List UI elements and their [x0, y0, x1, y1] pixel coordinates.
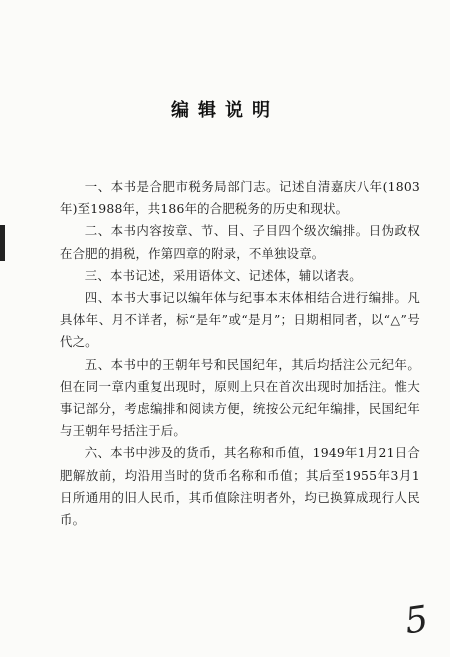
paragraph-1: 一、本书是合肥市税务局部门志。记述自清嘉庆八年(1803年)至1988年，共186年的合肥税务的历史和现状。 — [60, 179, 420, 217]
page-title: 编辑说明 — [171, 100, 279, 121]
body-text — [60, 176, 420, 531]
paragraph-4: 四、本书大事记以编年体与纪事本末体相结合进行编排。凡具体年、月不详者，标“是年”或“是月”；日期相同者，以“△”号代之。 — [60, 290, 420, 350]
paragraph-3: 三、本书记述，采用语体文、记述体，辅以诸表。 — [84, 267, 362, 283]
paragraph-2: 二、本书内容按章、节、目、子目四个级次编排。日伪政权在合肥的捐税，作第四章的附录，不单独设章。 — [60, 223, 420, 261]
page-number: 5 — [402, 598, 431, 643]
binding-edge-mark — [0, 225, 5, 261]
paragraph-6: 六、本书中涉及的货币，其名称和币值，1949年1月21日合肥解放前，均沿用当时的货币名称和币值；其后至1955年3月1日所通用的旧人民币，其币值除注明者外，均已换算成现行人民币。 — [60, 445, 420, 528]
paragraph-5: 五、本书中的王朝年号和民国纪年，其后均括注公元纪年。但在同一章内重复出现时，原则上只在首次出现时加括注。惟大事记部分，考虑编排和阅读方便，统按公元纪年编排，民国纪年与王朝年号括注于后。 — [60, 356, 420, 439]
